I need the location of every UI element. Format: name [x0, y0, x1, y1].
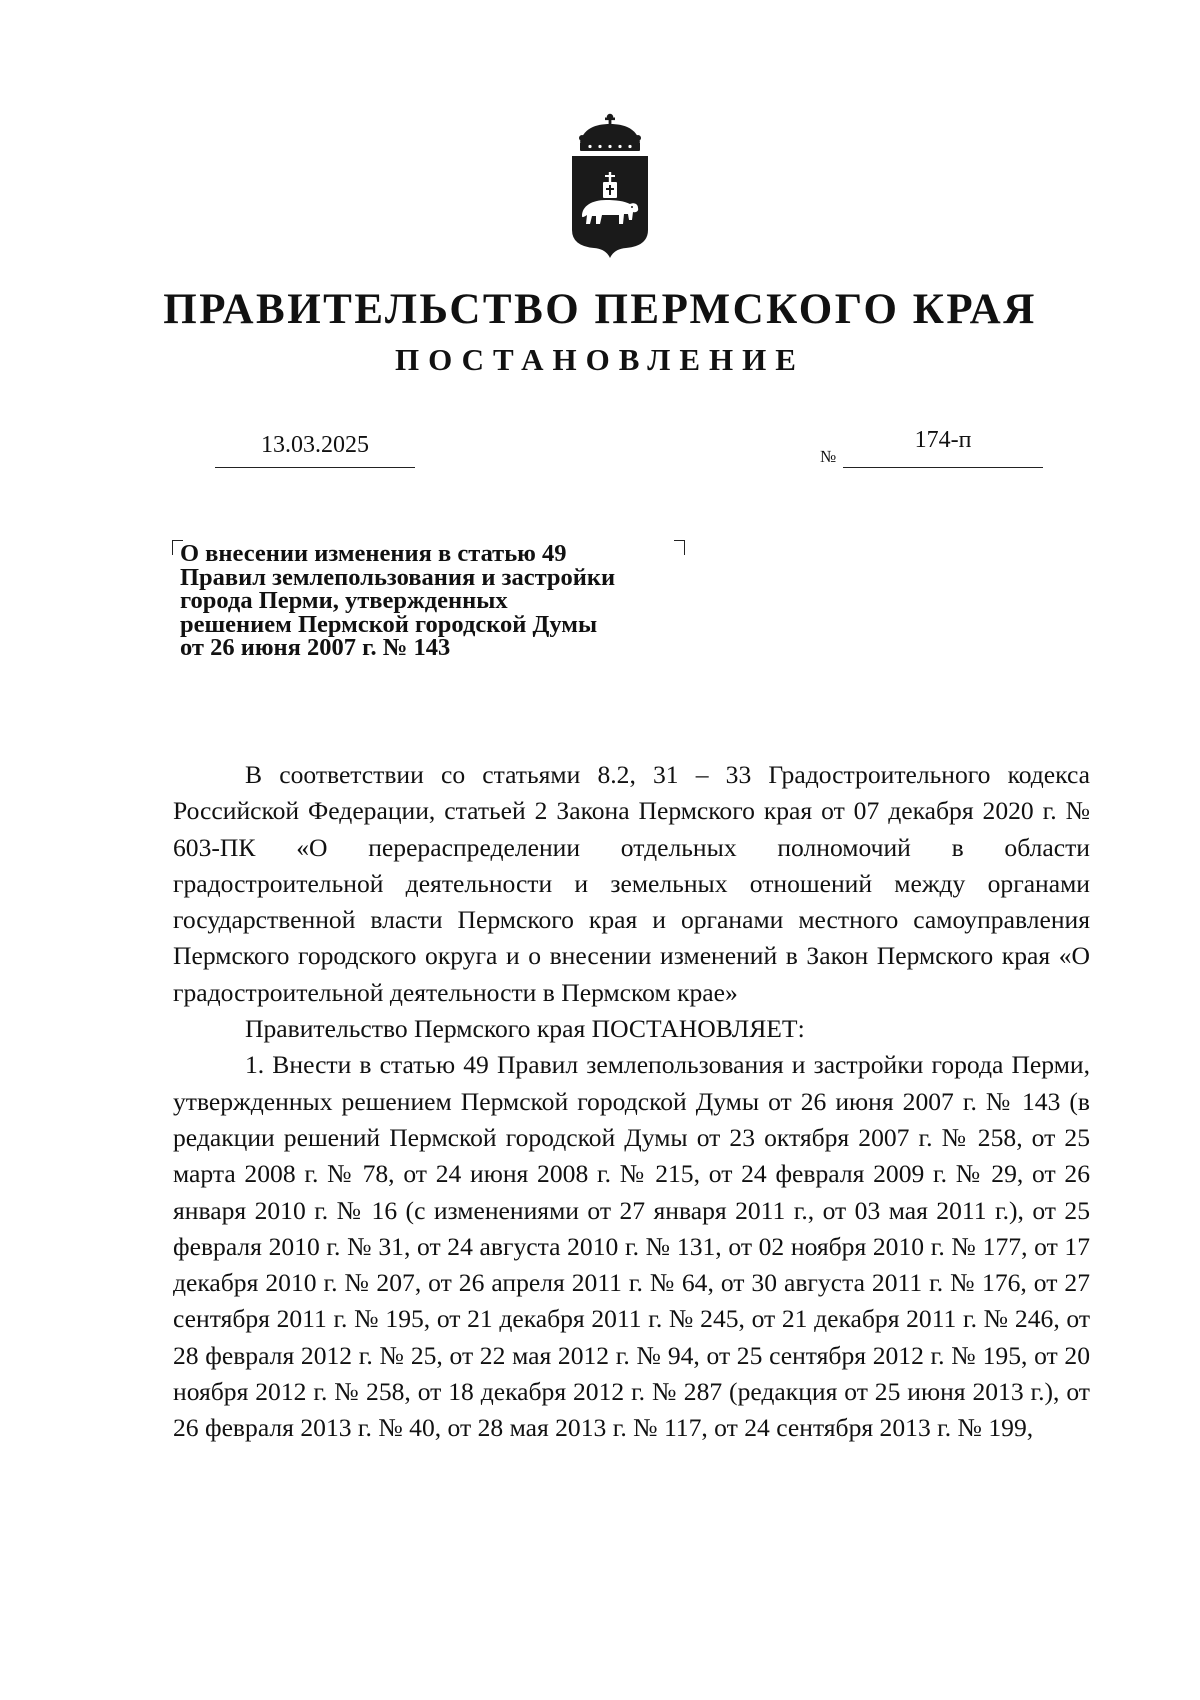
- item-1-paragraph: 1. Внести в статью 49 Правил землепользования и застройки города Перми, утвержденных решением Пермской городской Думы от 26 июня 2007 г. № 143 (в редакции решений Пермской городской Думы от 23 октября 2007 г. № 258, от 25 марта 2008 г. № 78, от 24 июня 2008 г. № 215, от 24 февраля 2009 г. № 29, от 26 января 2010 г. № 16 (с изменениями от 27 января 2011 г., от 03 мая 2011 г.), от 25 февраля 2010 г. № 31, от 24 августа 2010 г. № 131, от 02 ноября 2010 г. № 177, от 17 декабря 2010 г. № 207, от 26 апреля 2011 г. № 64, от 30 августа 2011 г. № 176, от 27 сентября 2011 г. № 195, от 21 декабря 2011 г. № 245, от 21 декабря 2011 г. № 246, от 28 февраля 2012 г. № 25, от 22 мая 2012 г. № 94, от 25 сентября 2012 г. № 195, от 20 ноября 2012 г. № 258, от 18 декабря 2012 г. № 287 (редакция от 25 июня 2013 г.), от 26 февраля 2013 г. № 40, от 28 мая 2013 г. № 117, от 24 сентября 2013 г. № 199,: [173, 1050, 1090, 1443]
- resolution-clause: Правительство Пермского края ПОСТАНОВЛЯЕТ:: [245, 1014, 805, 1044]
- issuing-authority: ПРАВИТЕЛЬСТВО ПЕРМСКОГО КРАЯ: [163, 286, 1037, 333]
- subject-line: О внесении изменения в статью 49: [180, 540, 567, 567]
- preamble-paragraph: В соответствии со статьями 8.2, 31 – 33 Градостроительного кодекса Российской Федерации, статьей 2 Закона Пермского края от 07 декабря 2020 г. № 603-ПК «О перераспределении отдельных полномочий в области градостроительной деятельности и земельных отношений между органами государственной власти Пермского края и органами местного самоуправления Пермского городского округа и о внесении изменений в Закон Пермского края «О градостроительной деятельности в Пермском крае»: [173, 760, 1090, 1007]
- document-body: [173, 757, 1090, 1447]
- subject-line: города Перми, утвержденных: [180, 587, 508, 614]
- subject-line: от 26 июня 2007 г. № 143: [180, 634, 451, 661]
- document-number: 174-п: [843, 420, 1043, 468]
- document-date: 13.03.2025: [215, 425, 415, 468]
- number-sign: №: [820, 447, 837, 466]
- subject-line: решением Пермской городской Думы: [180, 610, 598, 638]
- document-type: ПОСТАНОВЛЕНИЕ: [395, 342, 805, 377]
- perm-krai-coat-of-arms-icon: [566, 112, 654, 262]
- document-subject: [180, 542, 700, 660]
- subject-line: Правил землепользования и застройки: [180, 563, 616, 591]
